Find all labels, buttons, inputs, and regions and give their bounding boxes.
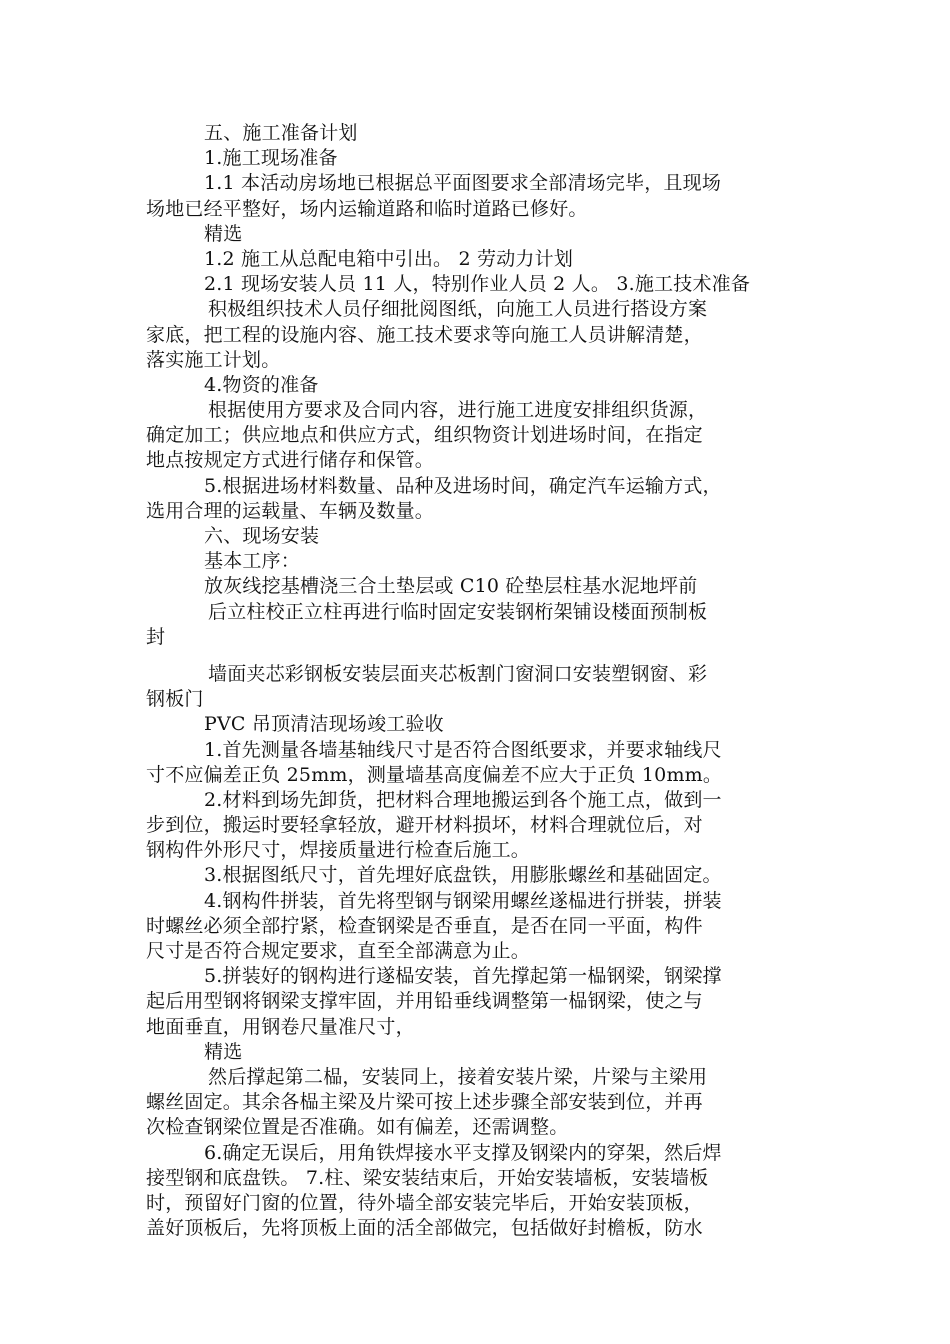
paragraph-line: 积极组织技术人员仔细批阅图纸，向施工人员进行搭设方案: [208, 298, 708, 321]
subheading-1: 1.施工现场准备: [204, 147, 338, 170]
paragraph-line: 尺寸是否符合规定要求，直至全部满意为止。: [146, 940, 531, 962]
paragraph-line: 地点按规定方式进行储存和保管。: [146, 449, 435, 472]
paragraph-line: 2.材料到场先卸货，把材料合理地搬运到各个施工点，做到一: [204, 788, 722, 811]
paragraph-line: 放灰线挖基槽浇三合土垫层或 C10 砼垫层柱基水泥地坪前: [204, 575, 698, 598]
paragraph-line: 6.确定无误后，用角铁焊接水平支撑及钢梁内的穿架，然后焊: [204, 1141, 722, 1164]
paragraph-line: 次检查钢梁位置是否准确。如有偏差，还需调整。: [146, 1116, 569, 1139]
paragraph-line: 5.根据进场材料数量、品种及进场时间，确定汽车运输方式，: [204, 474, 722, 497]
subheading-4: 4.物资的准备: [204, 373, 319, 396]
paragraph-line: 起后用型钢将钢梁支撑牢固，并用铅垂线调整第一榀钢梁，使之与: [146, 990, 703, 1013]
paragraph-line: 1.2 施工从总配电箱中引出。 2 劳动力计划: [204, 247, 574, 270]
paragraph-line: 时，预留好门窗的位置，待外墙全部安装完毕后，开始安装顶板，: [146, 1191, 703, 1214]
paragraph-line: 接型钢和底盘铁。 7.柱、梁安装结束后，开始安装墙板，安装墙板: [146, 1166, 709, 1189]
paragraph-line: 地面垂直，用钢卷尺量准尺寸，: [146, 1015, 415, 1038]
watermark-text: 精选: [204, 1040, 243, 1063]
paragraph-line: 然后撑起第二榀，安装同上，接着安装片梁，片梁与主梁用: [208, 1065, 708, 1088]
paragraph-line: 4.钢构件拼装，首先将型钢与钢梁用螺丝遂榀进行拼装，拼装: [204, 889, 722, 912]
paragraph-line: 基本工序：: [204, 550, 301, 573]
paragraph-line: 盖好顶板后，先将顶板上面的活全部做完，包括做好封檐板，防水: [146, 1217, 703, 1240]
paragraph-line: 墙面夹芯彩钢板安装层面夹芯板割门窗洞口安装塑钢窗、彩: [208, 662, 708, 685]
paragraph-line: 时螺丝必须全部拧紧，检查钢梁是否垂直，是否在同一平面，构件: [146, 914, 703, 937]
paragraph-line: 1.首先测量各墙基轴线尺寸是否符合图纸要求，并要求轴线尺: [204, 738, 722, 761]
paragraph-line: PVC 吊顶清洁现场竣工验收: [204, 713, 444, 736]
section-heading-5: 五、施工准备计划: [204, 122, 358, 144]
paragraph-line: 1.1 本活动房场地已根据总平面图要求全部清场完毕，且现场: [204, 172, 722, 195]
paragraph-line: 根据使用方要求及合同内容，进行施工进度安排组织货源，: [208, 399, 708, 422]
paragraph-line: 确定加工；供应地点和供应方式，组织物资计划进场时间，在指定: [146, 424, 703, 447]
paragraph-line: 选用合理的运载量、车辆及数量。: [146, 499, 435, 522]
paragraph-line: 落实施工计划。: [146, 348, 281, 371]
paragraph-line: 钢构件外形尺寸，焊接质量进行检查后施工。: [146, 839, 531, 862]
paragraph-line: 寸不应偏差正负 25mm，测量墙基高度偏差不应大于正负 10mm。: [146, 763, 723, 786]
paragraph-line: 步到位，搬运时要轻拿轻放，避开材料损坏，材料合理就位后，对: [146, 814, 703, 837]
paragraph-line: 场地已经平整好，场内运输道路和临时道路已修好。: [146, 197, 588, 220]
document-body: [146, 121, 806, 1241]
paragraph-line: 家底，把工程的设施内容、施工技术要求等向施工人员讲解清楚，: [146, 323, 703, 346]
paragraph-line: 螺丝固定。其余各榀主梁及片梁可按上述步骤全部安装到位，并再: [146, 1091, 703, 1114]
paragraph-line: 封: [146, 625, 166, 648]
paragraph-line: 3.根据图纸尺寸，首先埋好底盘铁，用膨胀螺丝和基础固定。: [204, 864, 722, 887]
watermark-text: 精选: [204, 222, 243, 245]
paragraph-line: 后立柱校正立柱再进行临时固定安装钢桁架铺设楼面预制板: [208, 600, 708, 623]
paragraph-line: 钢板门: [146, 688, 204, 711]
paragraph-line: 5.拼装好的钢构进行遂榀安装，首先撑起第一榀钢梁，钢梁撑: [204, 965, 722, 988]
paragraph-line: 2.1 现场安装人员 11 人，特别作业人员 2 人。 3.施工技术准备: [204, 273, 751, 296]
section-heading-6: 六、现场安装: [204, 525, 320, 547]
